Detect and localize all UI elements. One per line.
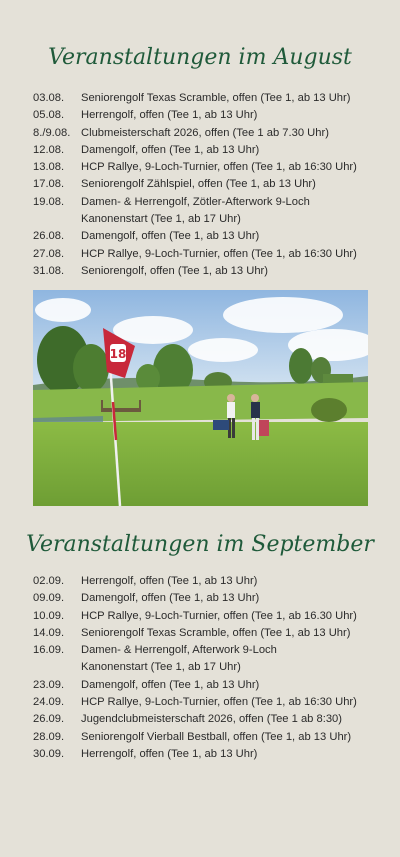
september-heading: Veranstaltungen im September	[26, 532, 374, 557]
event-description: Damengolf, offen (Tee 1, ab 13 Uhr)	[81, 592, 260, 605]
event-description: Seniorengolf Zählspiel, offen (Tee 1, ab 13 Uhr)	[81, 178, 316, 191]
event-description: HCP Rallye, 9-Loch-Turnier, offen (Tee 1, ab 16:30 Uhr)	[81, 696, 357, 709]
event-date: 8./9.08.	[33, 126, 71, 139]
event-description: Damengolf, offen (Tee 1, ab 13 Uhr)	[81, 143, 260, 156]
event-row	[33, 573, 383, 590]
green	[33, 422, 368, 506]
event-row	[33, 711, 383, 728]
event-row	[33, 142, 383, 159]
event-description: Seniorengolf Texas Scramble, offen (Tee 1, ab 13 Uhr)	[81, 92, 351, 104]
event-date: 30.09.	[33, 747, 65, 760]
event-row	[33, 159, 383, 176]
event-description: Herrengolf, offen (Tee 1, ab 13 Uhr)	[81, 575, 258, 587]
event-description: Herrengolf, offen (Tee 1, ab 13 Uhr)	[81, 747, 258, 760]
event-description: Seniorengolf Texas Scramble, offen (Tee 1, ab 13 Uhr)	[81, 626, 351, 639]
event-row	[33, 729, 383, 746]
event-description: HCP Rallye, 9-Loch-Turnier, offen (Tee 1, ab 16.30 Uhr)	[81, 609, 357, 622]
event-row	[33, 642, 383, 677]
event-description: Damen- & Herrengolf, Afterwork 9-Loch Kanonenstart (Tee 1, ab 17 Uhr)	[81, 644, 277, 674]
event-date: 23.09.	[33, 678, 65, 691]
event-date: 24.09.	[33, 696, 65, 709]
event-date: 09.09.	[33, 592, 65, 605]
event-date: 26.09.	[33, 713, 65, 726]
event-date: 13.08.	[33, 161, 65, 174]
event-description: HCP Rallye, 9-Loch-Turnier, offen (Tee 1, ab 16:30 Uhr)	[81, 161, 357, 174]
event-date: 02.09.	[33, 575, 65, 587]
event-date: 28.09.	[33, 730, 65, 743]
event-row	[33, 194, 383, 229]
event-description: Jugendclubmeisterschaft 2026, offen (Tee 1 ab 8:30)	[81, 713, 343, 726]
event-row	[33, 590, 383, 607]
event-description: Seniorengolf Vierball Bestball, offen (Tee 1, ab 13 Uhr)	[81, 730, 352, 743]
august-events-list	[33, 90, 383, 280]
event-row	[33, 625, 383, 642]
event-date: 12.08.	[33, 143, 65, 156]
event-description: Damengolf, offen (Tee 1, ab 13 Uhr)	[81, 678, 260, 691]
event-description: Damengolf, offen (Tee 1, ab 13 Uhr)	[81, 230, 260, 243]
event-date: 05.08.	[33, 109, 65, 122]
event-row	[33, 746, 383, 763]
event-row	[33, 677, 383, 694]
event-date: 26.08.	[33, 230, 65, 243]
event-date: 14.09.	[33, 626, 65, 639]
event-row	[33, 176, 383, 193]
event-row	[33, 246, 383, 263]
event-row	[33, 107, 383, 124]
event-row	[33, 125, 383, 142]
bunker-bush	[311, 398, 347, 422]
event-description: Seniorengolf, offen (Tee 1, ab 13 Uhr)	[81, 264, 268, 277]
event-description: Damen- & Herrengolf, Zötler-Afterwork 9-Loch Kanonenstart (Tee 1, ab 17 Uhr)	[81, 195, 310, 226]
event-row	[33, 694, 383, 711]
september-events-list	[33, 573, 383, 763]
golf-course-photo	[33, 290, 368, 506]
flag-number: 18	[109, 347, 127, 361]
event-date: 17.08.	[33, 178, 65, 191]
august-heading: Veranstaltungen im August	[48, 45, 352, 70]
event-description: Clubmeisterschaft 2026, offen (Tee 1 ab 7.30 Uhr)	[81, 126, 329, 139]
event-date: 16.09.	[33, 644, 65, 657]
event-date: 10.09.	[33, 609, 65, 622]
event-date: 03.08.	[33, 92, 65, 104]
event-date: 31.08.	[33, 264, 65, 277]
event-date: 27.08.	[33, 247, 65, 260]
event-description: Herrengolf, offen (Tee 1, ab 13 Uhr)	[81, 109, 258, 122]
event-row	[33, 608, 383, 625]
event-description: HCP Rallye, 9-Loch-Turnier, offen (Tee 1, ab 16:30 Uhr)	[81, 247, 357, 260]
event-row	[33, 263, 383, 280]
event-date: 19.08.	[33, 195, 65, 208]
event-row	[33, 228, 383, 245]
event-row	[33, 90, 383, 107]
